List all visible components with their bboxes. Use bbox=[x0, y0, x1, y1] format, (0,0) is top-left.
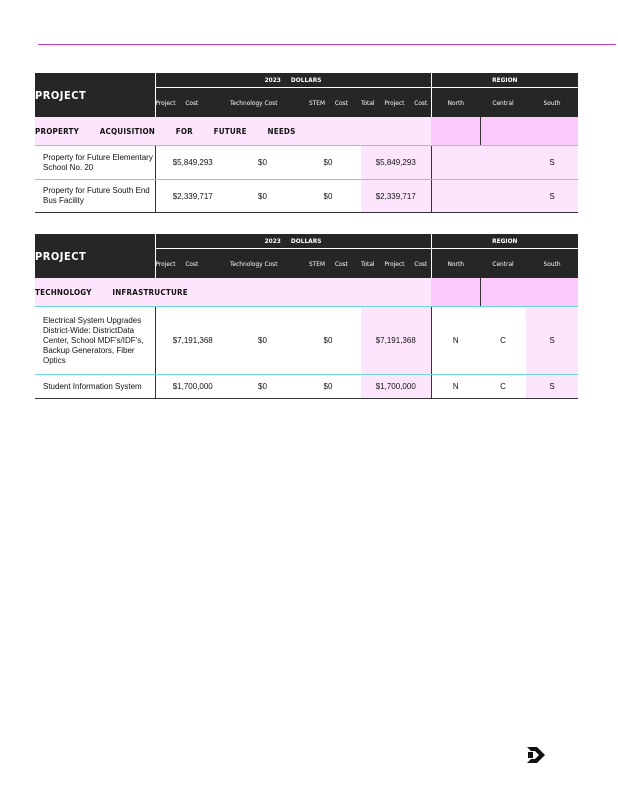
col-technology-cost: Technology Cost bbox=[230, 249, 295, 279]
region-north: N bbox=[431, 375, 480, 399]
project-name: Property for Future South End Bus Facility bbox=[35, 180, 155, 213]
region-central: C bbox=[480, 307, 526, 375]
section-title: PROPERTY ACQUISITION FOR FUTURE NEEDS bbox=[35, 117, 431, 146]
stem-cost: $0 bbox=[295, 180, 361, 213]
technology-cost: $0 bbox=[230, 180, 295, 213]
technology-cost: $0 bbox=[230, 146, 295, 180]
project-name: Electrical System Upgrades District-Wide: DistrictData Center, School MDF's/IDF's, Backup Generators, Fiber Optics bbox=[35, 307, 155, 375]
col-project-cost: Project Cost bbox=[155, 88, 230, 118]
table-row bbox=[35, 375, 578, 399]
region-group-header: REGION bbox=[431, 234, 578, 249]
section-total-cell bbox=[431, 278, 480, 307]
project-cost: $2,339,717 bbox=[155, 180, 230, 213]
project-cost: $1,700,000 bbox=[155, 375, 230, 399]
col-central: Central bbox=[480, 88, 526, 118]
corner-logo-icon bbox=[525, 745, 547, 765]
col-north: North bbox=[431, 249, 480, 279]
col-total-project-cost: Total Project Cost bbox=[361, 88, 431, 118]
project-name: Property for Future Elementary School No. 20 bbox=[35, 146, 155, 180]
total-cost: $2,339,717 bbox=[361, 180, 431, 213]
col-central: Central bbox=[480, 249, 526, 279]
project-cost: $7,191,368 bbox=[155, 307, 230, 375]
total-cost: $1,700,000 bbox=[361, 375, 431, 399]
total-cost: $7,191,368 bbox=[361, 307, 431, 375]
project-table-technology bbox=[35, 234, 578, 399]
region-central bbox=[480, 146, 526, 180]
col-south: South bbox=[526, 249, 578, 279]
stem-cost: $0 bbox=[295, 307, 361, 375]
technology-cost: $0 bbox=[230, 375, 295, 399]
region-south: S bbox=[526, 307, 578, 375]
region-central: C bbox=[480, 375, 526, 399]
project-cost: $5,849,293 bbox=[155, 146, 230, 180]
col-north: North bbox=[431, 88, 480, 118]
table-row bbox=[35, 146, 578, 180]
dollars-group-header: 2023 DOLLARS bbox=[155, 234, 431, 249]
dollars-group-header: 2023 DOLLARS bbox=[155, 73, 431, 88]
region-north bbox=[431, 180, 480, 213]
col-project-cost: Project Cost bbox=[155, 249, 230, 279]
stem-cost: $0 bbox=[295, 375, 361, 399]
technology-cost: $0 bbox=[230, 307, 295, 375]
section-total-cell bbox=[431, 117, 480, 146]
region-south: S bbox=[526, 180, 578, 213]
col-technology-cost: Technology Cost bbox=[230, 88, 295, 118]
project-header: PROJECT bbox=[35, 73, 155, 117]
project-table-property bbox=[35, 73, 578, 213]
project-name: Student Information System bbox=[35, 375, 155, 399]
col-south: South bbox=[526, 88, 578, 118]
total-cost: $5,849,293 bbox=[361, 146, 431, 180]
section-region-cell bbox=[480, 117, 578, 146]
region-south: S bbox=[526, 146, 578, 180]
top-rule bbox=[38, 44, 616, 45]
col-stem-cost: STEM Cost bbox=[295, 249, 361, 279]
col-total-project-cost: Total Project Cost bbox=[361, 249, 431, 279]
col-stem-cost: STEM Cost bbox=[295, 88, 361, 118]
region-north bbox=[431, 146, 480, 180]
table-row bbox=[35, 180, 578, 213]
section-title: TECHNOLOGY INFRASTRUCTURE bbox=[35, 278, 431, 307]
region-south: S bbox=[526, 375, 578, 399]
project-header: PROJECT bbox=[35, 234, 155, 278]
table-row bbox=[35, 307, 578, 375]
section-region-cell bbox=[480, 278, 578, 307]
region-group-header: REGION bbox=[431, 73, 578, 88]
region-north: N bbox=[431, 307, 480, 375]
stem-cost: $0 bbox=[295, 146, 361, 180]
region-central bbox=[480, 180, 526, 213]
